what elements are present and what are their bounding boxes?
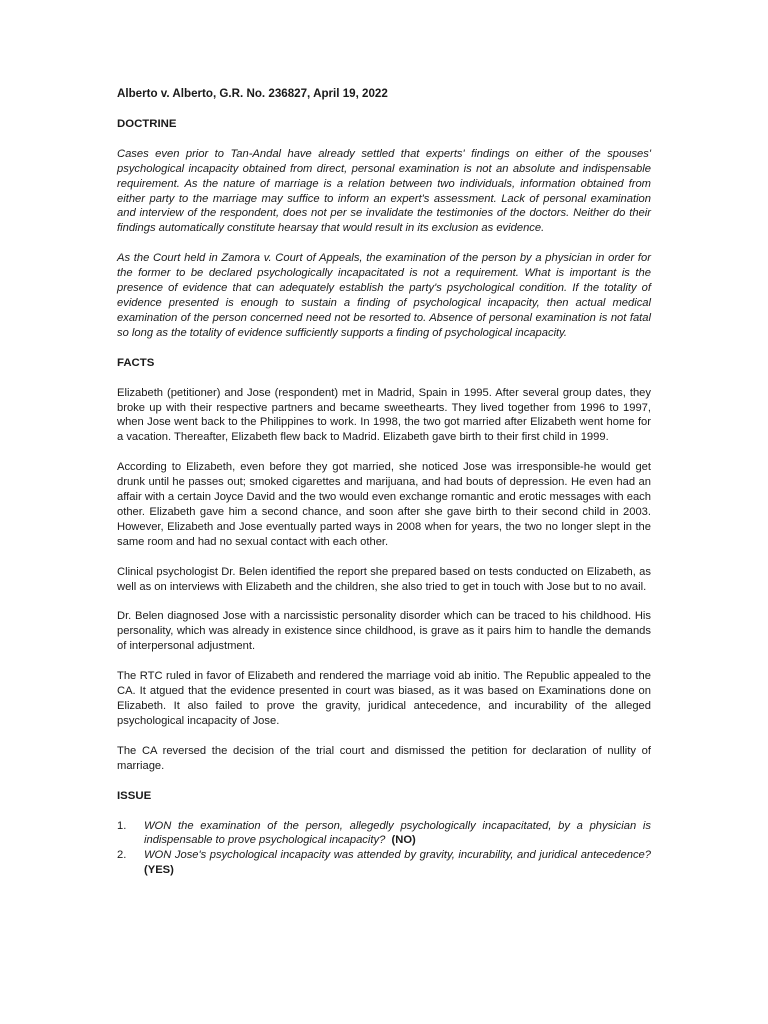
facts-heading: FACTS [117,356,155,369]
issue-question: WON the examination of the person, allegedly psychologically incapacitated, by a physician is indispensable to prove psychological incapacity? [144,819,651,847]
issue-body [144,848,651,878]
doctrine-paragraph: Cases even prior to Tan-Andal have already settled that experts' findings on either of the spouses' psychological incapacity obtained from direct, personal examination is not an absolute and indispensable requirement. As the nature of marriage is a relation between two individuals, information obtained from either party to the marriage may suffice to inform an expert's assessment. Lack of personal examination and interview of the respondent, does not per se invalidate the testimonies of the doctors. Neither do their findings automatically constitute hearsay that would result in its exclusion as evidence. [117,147,651,235]
facts-paragraph: Clinical psychologist Dr. Belen identified the report she prepared based on tests conducted on Elizabeth, as well as on interviews with Elizabeth and the children, she also tried to get in touch with Jose but to no avail. [117,565,651,593]
facts-paragraph: According to Elizabeth, even before they got married, she noticed Jose was irresponsible-he would get drunk until he passes out; smoked cigarettes and marijuana, and had bouts of depression. He even had an affair with a certain Joyce David and the two would even exchange romantic and erotic messages with each other. Elizabeth gave him a second chance, and soon after she gave birth to their second child in 2003. However, Elizabeth and Jose eventually parted ways in 2008 when for years, the two no longer slept in the same room and had no sexual contact with each other. [117,461,651,548]
doctrine-paragraph: As the Court held in Zamora v. Court of Appeals, the examination of the person by a physician in order for the former to be declared psychologically incapacitated is not a requirement. What is important is the presence of evidence that can adequately establish the party's psychological condition. If the totality of evidence presented is enough to sustain a finding of psychological incapacity, then actual medical examination of the person concerned need not be resorted to. Absence of personal examination is not fatal so long as the totality of evidence sufficiently supports a finding of psychological incapacity. [117,252,651,339]
issue-item [117,848,651,878]
facts-paragraph: The CA reversed the decision of the trial court and dismissed the petition for declaration of nullity of marriage. [117,744,651,772]
issue-number: 1. [117,819,127,832]
facts-paragraph: The RTC ruled in favor of Elizabeth and rendered the marriage void ab initio. The Republic appealed to the CA. It atgued that the evidence presented in court was biased, as it was based on Examinations done on Elizabeth. It also failed to prove the gravity, juridical antecedence, and incurability of the alleged psychological incapacity of Jose. [117,670,651,727]
issue-answer: (NO) [391,834,416,847]
facts-paragraph: Elizabeth (petitioner) and Jose (respondent) met in Madrid, Spain in 1995. After several group dates, they broke up with their respective partners and became sweethearts. They lived together from 1996 to 1997, when Jose went back to the Philippines to work. In 1998, the two got married after Elizabeth went home for a vacation. Thereafter, Elizabeth flew back to Madrid. Elizabeth gave birth to their first child in 1999. [117,386,651,444]
issue-item [117,819,651,849]
issue-number: 2. [117,849,127,862]
case-title: Alberto v. Alberto, G.R. No. 236827, April 19, 2022 [117,87,388,100]
doctrine-heading: DOCTRINE [117,117,177,130]
issue-list [117,819,651,879]
issue-question: WON Jose's psychological incapacity was attended by gravity, incurability, and juridical antecedence? [144,849,651,862]
facts-paragraph: Dr. Belen diagnosed Jose with a narcissistic personality disorder which can be traced to his childhood. His personality, which was already in existence since childhood, is grave as it pairs him to handle the demands of interpersonal adjustment. [117,610,651,653]
issue-answer: (YES) [144,864,174,877]
issue-body [144,819,651,849]
issue-heading: ISSUE [117,789,152,802]
